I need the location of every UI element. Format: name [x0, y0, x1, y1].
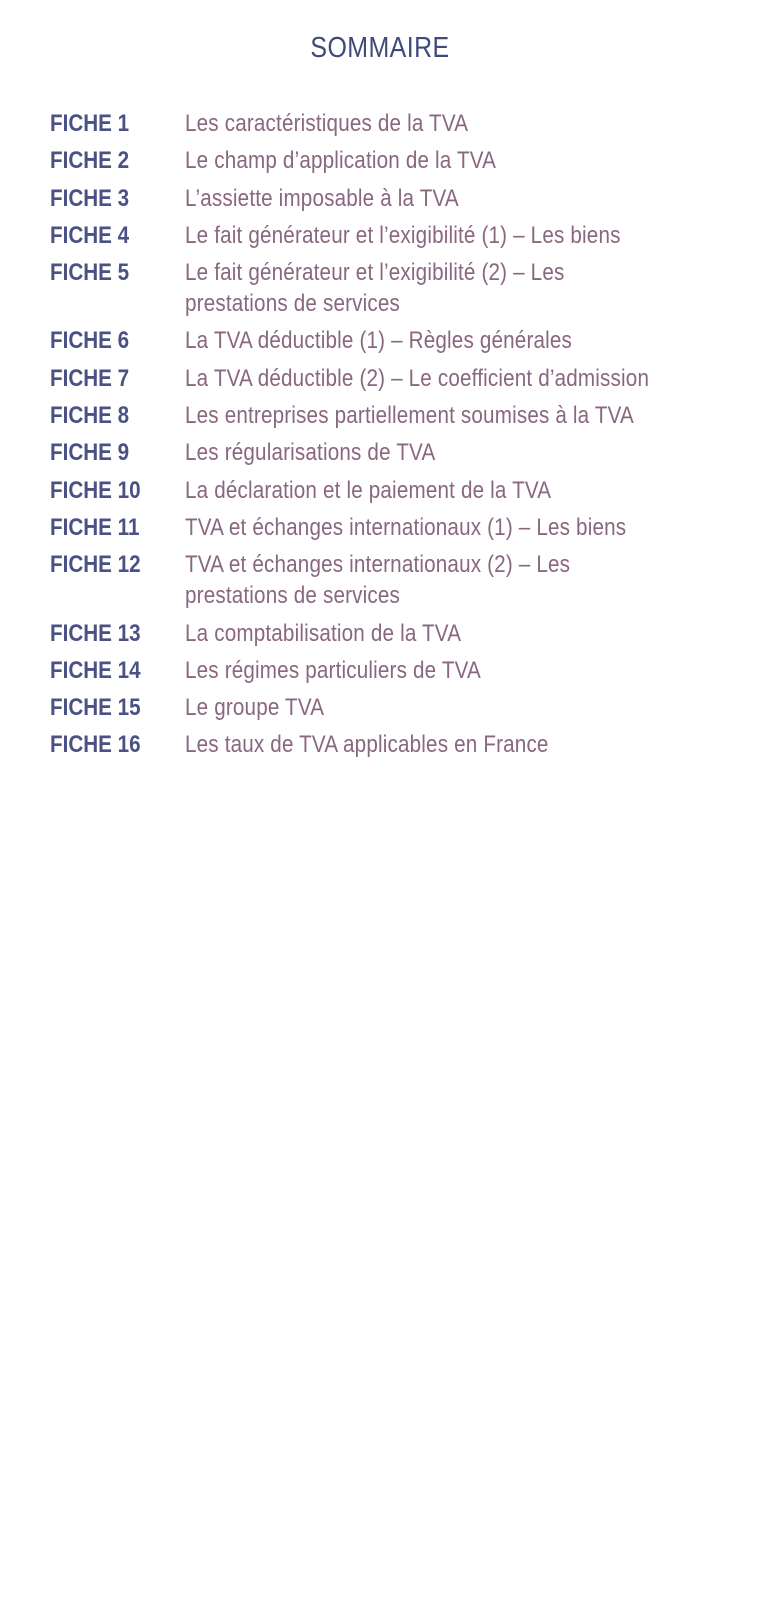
fiche-title: Les taux de TVA applicables en France	[185, 731, 549, 759]
toc-entry-4[interactable]	[50, 220, 750, 251]
toc-entry-5[interactable]	[50, 257, 750, 319]
fiche-title: Le groupe TVA	[185, 694, 325, 722]
toc-entry-11[interactable]	[50, 512, 750, 543]
fiche-number: FICHE 4	[50, 221, 130, 249]
fiche-title: Les régimes particuliers de TVA	[185, 656, 481, 684]
toc-entry-10[interactable]	[50, 475, 750, 506]
fiche-title: Les régularisations de TVA	[185, 439, 436, 467]
fiche-number: FICHE 3	[50, 184, 130, 212]
toc-entry-8[interactable]	[50, 400, 750, 431]
toc-entry-15[interactable]	[50, 692, 750, 723]
fiche-title: Le fait générateur et l’exigibilité (2) – Les prestations de services	[185, 259, 565, 318]
toc-entry-6[interactable]	[50, 325, 750, 356]
fiche-number: FICHE 13	[50, 619, 141, 647]
fiche-title: La comptabilisation de la TVA	[185, 619, 462, 647]
fiche-number: FICHE 5	[50, 259, 130, 287]
fiche-title: L’assiette imposable à la TVA	[185, 184, 459, 212]
page-title: SOMMAIRE	[310, 32, 450, 64]
fiche-number: FICHE 16	[50, 731, 141, 759]
fiche-title: Le champ d’application de la TVA	[185, 147, 497, 175]
fiche-title: TVA et échanges internationaux (2) – Les prestations de services	[185, 551, 571, 610]
toc-entry-12[interactable]	[50, 549, 750, 611]
toc-entry-2[interactable]	[50, 145, 750, 176]
toc-entry-1[interactable]	[50, 108, 750, 139]
toc-entry-3[interactable]	[50, 183, 750, 214]
fiche-title: La TVA déductible (2) – Le coefficient d’admission	[185, 364, 650, 392]
fiche-title: La déclaration et le paiement de la TVA	[185, 476, 552, 504]
fiche-number: FICHE 1	[50, 110, 130, 137]
fiche-number: FICHE 2	[50, 147, 130, 175]
fiche-number: FICHE 9	[50, 439, 130, 467]
fiche-number: FICHE 10	[50, 476, 141, 504]
fiche-title: Le fait générateur et l’exigibilité (1) – Les biens	[185, 221, 621, 249]
fiche-number: FICHE 15	[50, 694, 141, 722]
fiche-title: TVA et échanges internationaux (1) – Les biens	[185, 513, 627, 541]
fiche-number: FICHE 11	[50, 513, 140, 541]
fiche-number: FICHE 8	[50, 402, 130, 430]
toc-entry-16[interactable]	[50, 729, 750, 760]
toc-entry-13[interactable]	[50, 618, 750, 649]
fiche-number: FICHE 7	[50, 364, 130, 392]
fiche-title: Les entreprises partiellement soumises à la TVA	[185, 402, 635, 430]
toc-entry-7[interactable]	[50, 363, 750, 394]
fiche-number: FICHE 12	[50, 551, 141, 579]
toc-entry-9[interactable]	[50, 437, 750, 468]
fiche-title: La TVA déductible (1) – Règles générales	[185, 327, 573, 355]
fiche-number: FICHE 6	[50, 327, 130, 355]
toc-entry-14[interactable]	[50, 655, 750, 686]
fiche-number: FICHE 14	[50, 656, 141, 684]
fiche-title: Les caractéristiques de la TVA	[185, 110, 469, 137]
table-of-contents	[50, 108, 750, 767]
